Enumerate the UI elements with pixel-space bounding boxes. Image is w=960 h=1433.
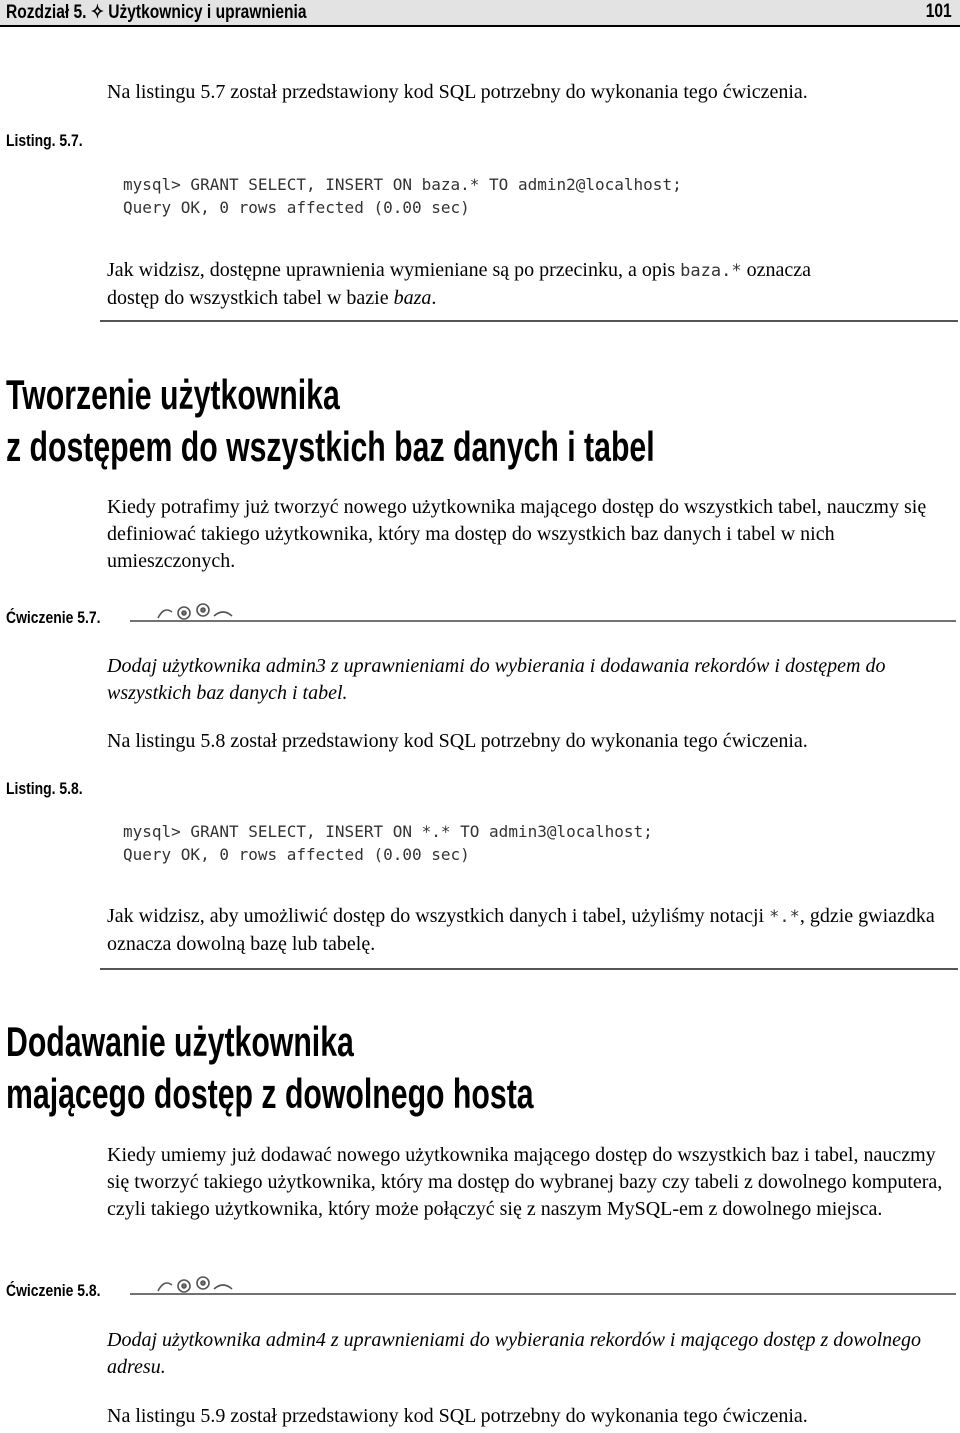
section-heading-line: mającego dostęp z dowolnego hosta [6, 1070, 534, 1117]
text-run: , gdzie gwiazdka oznacza dowolną bazę lub tabelę. [107, 905, 935, 955]
exercise-ornament-icon [128, 598, 958, 628]
text-run: dostęp do wszystkich tabel w bazie [107, 287, 394, 309]
listing-intro-text: Na listingu 5.7 został przedstawiony kod SQL potrzebny do wykonania tego ćwiczenia. [107, 81, 808, 103]
paragraph [107, 257, 957, 312]
exercise-label: Ćwiczenie 5.8. [6, 1281, 101, 1300]
section-divider [100, 968, 958, 970]
diamond-ornament-icon: ✧ [90, 2, 104, 23]
inline-code: baza.* [680, 261, 742, 281]
inline-code: *.* [769, 907, 800, 927]
paragraph: Kiedy umiemy już dodawać nowego użytkownika mającego dostęp do wszystkich baz i tabel, nauczmy się tworzyć takiego użytkownika, który ma dostęp do wybranej bazy czy tabeli z dowolnego komputera, czyli takiego użytkownika, który może połączyć się z naszym MySQL-em z dowolnego miejsca. [107, 1144, 943, 1220]
listing-label: Listing. 5.8. [6, 779, 83, 798]
section-heading-line: Dodawanie użytkownika [6, 1018, 354, 1065]
section-divider [100, 320, 958, 322]
text-run: Jak widzisz, dostępne uprawnienia wymieniane są po przecinku, a opis [107, 259, 681, 281]
page-number: 101 [926, 1, 952, 22]
text-run: . [431, 287, 437, 309]
chapter-title: Użytkownicy i uprawnienia [108, 2, 307, 23]
italic-text: baza [393, 287, 432, 309]
running-header [6, 1, 306, 24]
paragraph: Kiedy potrafimy już tworzyć nowego użytkownika mającego dostęp do wszystkich tabel, nauczmy się definiować takiego użytkownika, który ma dostęp do wszystkich baz danych i tabel w nich umieszczonych. [107, 496, 927, 572]
code-listing: mysql> GRANT SELECT, INSERT ON *.* TO admin3@localhost; Query OK, 0 rows affected (0.00 sec) [123, 822, 653, 864]
exercise-text: Dodaj użytkownika admin3 z uprawnieniami do wybierania i dodawania rekordów i dostępem do wszystkich baz danych i tabel. [107, 655, 886, 704]
section-heading-line: Tworzenie użytkownika [6, 371, 340, 418]
code-listing: mysql> GRANT SELECT, INSERT ON baza.* TO admin2@localhost; Query OK, 0 rows affected (0.00 sec) [123, 175, 682, 217]
listing-intro-text: Na listingu 5.9 został przedstawiony kod SQL potrzebny do wykonania tego ćwiczenia. [107, 1405, 808, 1427]
text-run: Jak widzisz, aby umożliwić dostęp do wszystkich danych i tabel, użyliśmy notacji [107, 905, 770, 927]
exercise-text: Dodaj użytkownika admin4 z uprawnieniami do wybierania rekordów i mającego dostęp z dowolnego adresu. [107, 1329, 922, 1378]
chapter-label: Rozdział 5. [6, 2, 87, 23]
listing-label: Listing. 5.7. [6, 131, 83, 150]
exercise-ornament-icon [128, 1271, 958, 1301]
paragraph [107, 903, 957, 958]
exercise-label: Ćwiczenie 5.7. [6, 608, 101, 627]
text-run: oznacza [741, 259, 811, 281]
section-heading-line: z dostępem do wszystkich baz danych i tabel [6, 423, 655, 470]
listing-intro-text: Na listingu 5.8 został przedstawiony kod SQL potrzebny do wykonania tego ćwiczenia. [107, 730, 808, 752]
